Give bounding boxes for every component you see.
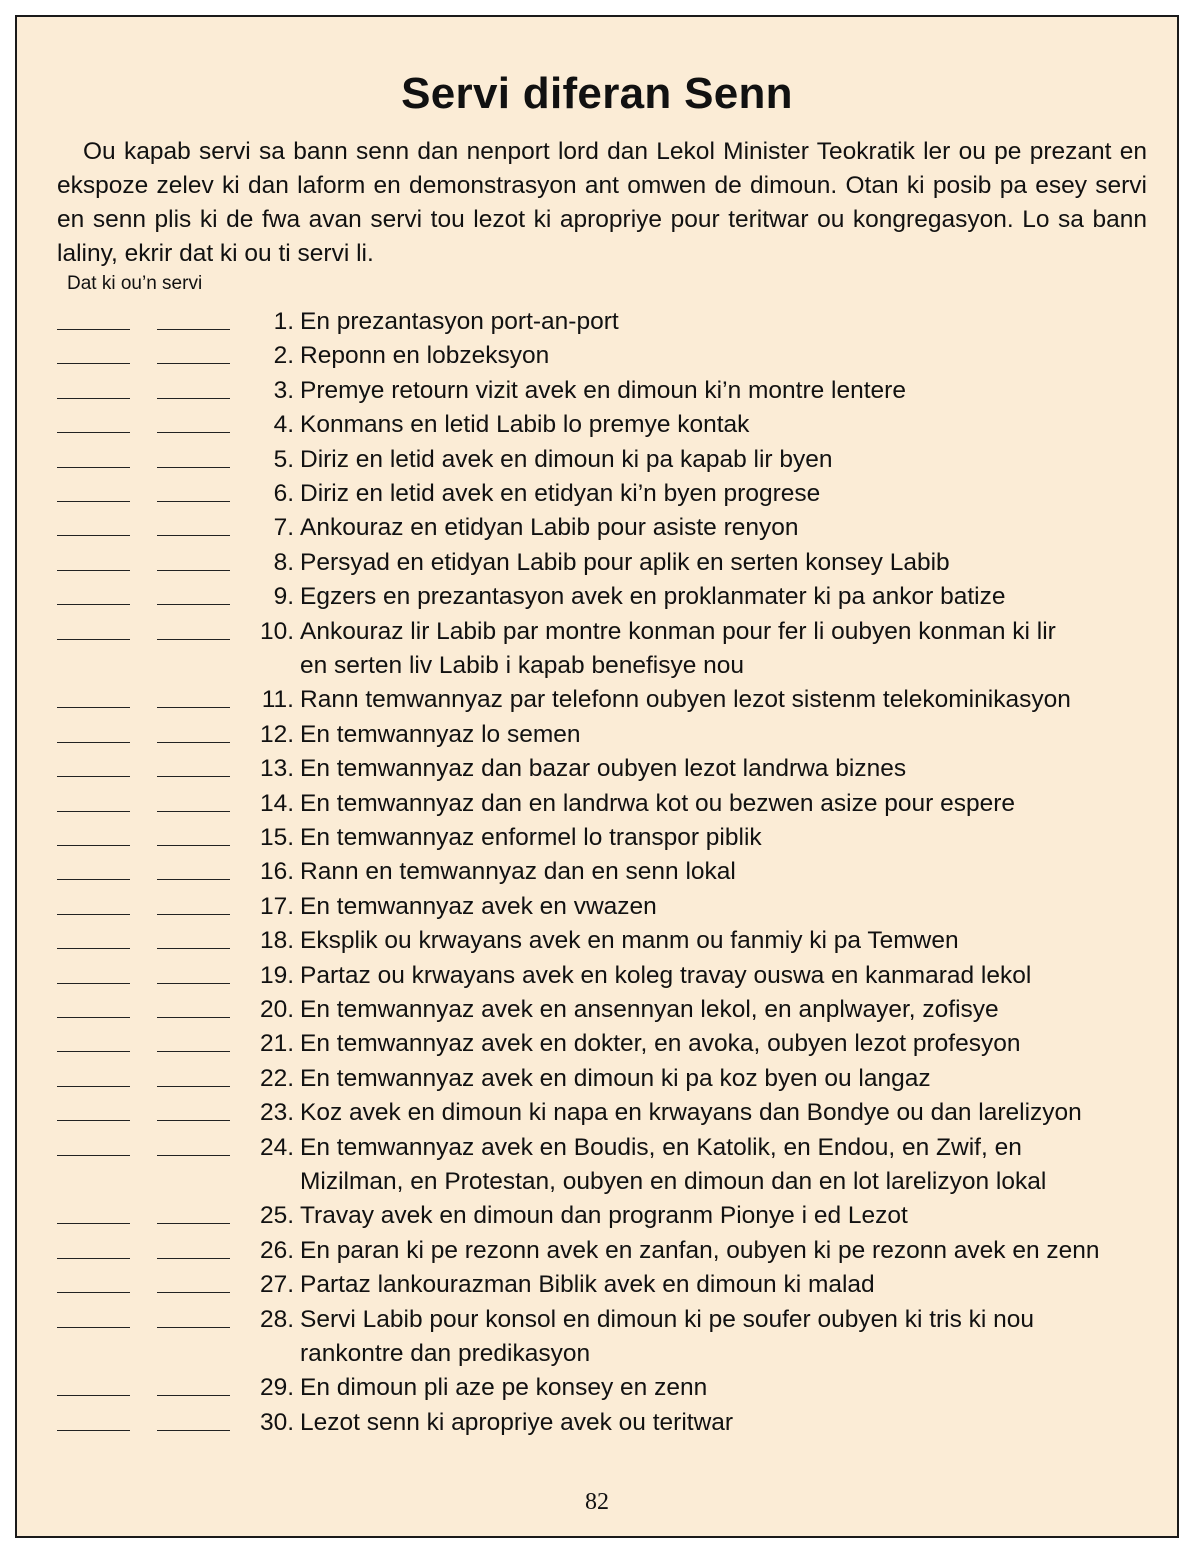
item-number: 19. — [259, 961, 294, 989]
item-number: 24. — [259, 1133, 294, 1161]
item-text — [300, 855, 1140, 889]
item-text — [300, 1062, 1140, 1096]
item-text — [300, 752, 1140, 786]
item-text — [300, 1131, 1140, 1199]
item-text-line: Egzers en prezantasyon avek en proklanmater ki pa ankor batize — [300, 583, 1006, 611]
date-blank-2[interactable] — [157, 845, 230, 846]
date-blank-1[interactable] — [57, 432, 130, 433]
date-blank-1[interactable] — [57, 329, 130, 330]
item-number: 10. — [259, 617, 294, 645]
item-text — [300, 443, 1140, 477]
date-blank-1[interactable] — [57, 1395, 130, 1396]
item-text-line: Eksplik ou krwayans avek en manm ou fanmiy ki pa Temwen — [300, 927, 959, 955]
item-number: 8. — [273, 548, 294, 576]
item-text — [300, 683, 1140, 717]
item-text — [300, 546, 1140, 580]
item-number: 23. — [259, 1099, 294, 1127]
date-blank-2[interactable] — [157, 1327, 230, 1328]
item-text-line: Partaz lankourazman Biblik avek en dimoun ki malad — [300, 1271, 875, 1299]
item-text-line: En temwannyaz avek en dokter, en avoka, oubyen lezot profesyon — [300, 1030, 1021, 1058]
item-number: 5. — [273, 445, 294, 473]
date-blank-2[interactable] — [157, 811, 230, 812]
item-number: 29. — [259, 1374, 294, 1402]
date-column-header: Dat ki ou’n servi — [67, 273, 203, 294]
item-text-line: En temwannyaz dan en landrwa kot ou bezwen asize pour espere — [300, 789, 1016, 817]
item-number: 18. — [259, 927, 294, 955]
date-blank-1[interactable] — [57, 1155, 130, 1156]
item-text — [300, 305, 1140, 339]
item-text — [300, 1303, 1140, 1371]
date-blank-1[interactable] — [57, 1120, 130, 1121]
date-blank-1[interactable] — [57, 1292, 130, 1293]
item-number: 22. — [259, 1064, 294, 1092]
item-text-line: rankontre dan predikasyon — [300, 1339, 591, 1367]
item-number: 3. — [273, 376, 294, 404]
item-text — [300, 477, 1140, 511]
item-number: 15. — [259, 824, 294, 851]
intro-paragraph: Ou kapab servi sa bann senn dan nenport lord dan Lekol Minister Teokratik ler ou pe prezant en ekspoze zelev ki dan laform en demonstrasyon ant omwen de dimoun. Otan ki posib pa esey servi en senn plis ki de fwa avan servi tou lezot ki apropriye pour teritwar ou kongregasyon. Lo sa bann laliny, ekrir dat ki ou ti servi li. — [57, 138, 1147, 267]
date-blank-2[interactable] — [157, 398, 230, 399]
item-number: 30. — [259, 1408, 294, 1436]
date-blank-2[interactable] — [157, 1017, 230, 1018]
date-blank-2[interactable] — [157, 983, 230, 984]
page-number: 82 — [585, 1489, 609, 1515]
item-text — [300, 408, 1140, 442]
item-text-line: En dimoun pli aze pe konsey en zenn — [300, 1374, 708, 1402]
date-blank-2[interactable] — [157, 1120, 230, 1121]
date-blank-1[interactable] — [57, 707, 130, 708]
item-text-line: Partaz ou krwayans avek en koleg travay ouswa en kanmarad lekol — [300, 961, 1032, 989]
date-blank-1[interactable] — [57, 983, 130, 984]
date-blank-2[interactable] — [157, 1292, 230, 1293]
item-text-line: En paran ki pe rezonn avek en zanfan, oubyen ki pe rezonn avek en zenn — [300, 1236, 1100, 1264]
item-number: 6. — [273, 480, 294, 507]
item-number: 11. — [261, 686, 294, 714]
item-text — [300, 718, 1140, 752]
item-text-line: Diriz en letid avek en dimoun ki pa kapab lir byen — [300, 445, 833, 473]
item-text-line: En temwannyaz avek en ansennyan lekol, en anplwayer, zofisye — [300, 996, 999, 1023]
item-text-line: Travay avek en dimoun dan progranm Pionye i ed Lezot — [300, 1202, 908, 1230]
item-number: 16. — [259, 858, 294, 886]
date-blank-1[interactable] — [57, 1086, 130, 1087]
item-text-line: Rann temwannyaz par telefonn oubyen lezot sistenm telekominikasyon — [300, 686, 1071, 714]
item-number: 17. — [259, 892, 294, 920]
item-text-line: Reponn en lobzeksyon — [300, 342, 550, 370]
item-text-line: Koz avek en dimoun ki napa en krwayans dan Bondye ou dan larelizyon — [300, 1099, 1082, 1127]
item-text-line: Diriz en letid avek en etidyan ki’n byen progrese — [300, 480, 821, 507]
item-number: 7. — [273, 514, 294, 542]
date-blank-2[interactable] — [157, 1395, 230, 1396]
date-blank-1[interactable] — [57, 1051, 130, 1052]
item-text — [300, 924, 1140, 958]
item-text-line: Lezot senn ki apropriye avek ou teritwar — [300, 1408, 734, 1436]
date-blank-1[interactable] — [57, 1430, 130, 1431]
item-text — [300, 1199, 1140, 1233]
item-number: 28. — [259, 1305, 294, 1333]
item-number: 14. — [259, 789, 294, 817]
item-text-line: Ankouraz en etidyan Labib pour asiste renyon — [300, 514, 799, 542]
date-blank-1[interactable] — [57, 639, 130, 640]
item-text — [300, 615, 1140, 683]
item-text — [300, 511, 1140, 545]
date-blank-1[interactable] — [57, 845, 130, 846]
date-blank-2[interactable] — [157, 948, 230, 949]
item-text — [300, 1096, 1140, 1130]
item-text — [300, 374, 1140, 408]
date-blank-1[interactable] — [57, 1327, 130, 1328]
date-blank-1[interactable] — [57, 570, 130, 571]
date-blank-2[interactable] — [157, 639, 230, 640]
date-blank-2[interactable] — [157, 914, 230, 915]
date-blank-1[interactable] — [57, 879, 130, 880]
item-text-line: En temwannyaz dan bazar oubyen lezot landrwa biznes — [300, 755, 907, 783]
item-number: 12. — [259, 720, 294, 748]
item-text-line: En temwannyaz enformel lo transpor piblik — [300, 824, 762, 851]
date-blank-1[interactable] — [57, 604, 130, 605]
item-text — [300, 959, 1140, 993]
item-text-line: en serten liv Labib i kapab benefisye nou — [300, 651, 745, 679]
date-blank-2[interactable] — [157, 742, 230, 743]
date-blank-2[interactable] — [157, 604, 230, 605]
item-text-line: En temwannyaz lo semen — [300, 720, 581, 748]
item-text — [300, 787, 1140, 821]
item-text — [300, 339, 1140, 373]
date-blank-1[interactable] — [57, 914, 130, 915]
date-blank-2[interactable] — [157, 432, 230, 433]
date-blank-2[interactable] — [157, 1051, 230, 1052]
item-text-line: En temwannyaz avek en Boudis, en Katolik, en Endou, en Zwif, en — [300, 1133, 1022, 1161]
date-blank-1[interactable] — [57, 1258, 130, 1259]
item-text — [300, 1268, 1140, 1302]
date-blank-2[interactable] — [157, 535, 230, 536]
date-blank-1[interactable] — [57, 776, 130, 777]
date-blank-1[interactable] — [57, 1223, 130, 1224]
item-number: 21. — [259, 1030, 294, 1058]
date-blank-2[interactable] — [157, 1086, 230, 1087]
date-blank-2[interactable] — [157, 363, 230, 364]
date-blank-1[interactable] — [57, 398, 130, 399]
item-text — [300, 1027, 1140, 1061]
date-blank-2[interactable] — [157, 879, 230, 880]
item-number: 26. — [259, 1236, 294, 1264]
item-number: 13. — [259, 755, 294, 783]
date-blank-2[interactable] — [157, 1430, 230, 1431]
date-blank-1[interactable] — [57, 363, 130, 364]
item-text-line: En prezantasyon port-an-port — [300, 308, 619, 335]
date-blank-1[interactable] — [57, 742, 130, 743]
item-number: 9. — [273, 583, 294, 611]
item-text — [300, 890, 1140, 924]
item-text-line: Ankouraz lir Labib par montre konman pour fer li oubyen konman ki lir — [300, 617, 1056, 645]
date-blank-1[interactable] — [57, 1017, 130, 1018]
date-blank-2[interactable] — [157, 776, 230, 777]
date-blank-1[interactable] — [57, 948, 130, 949]
item-text — [300, 580, 1140, 614]
item-text-line: Premye retourn vizit avek en dimoun ki’n montre lentere — [300, 376, 906, 404]
item-number: 25. — [259, 1202, 294, 1230]
item-text-line: Rann en temwannyaz dan en senn lokal — [300, 858, 736, 886]
item-number: 2. — [273, 342, 294, 370]
item-number: 20. — [259, 996, 294, 1023]
item-text-line: Konmans en letid Labib lo premye kontak — [300, 411, 750, 439]
item-text-line: Persyad en etidyan Labib pour aplik en serten konsey Labib — [300, 548, 950, 576]
date-blank-1[interactable] — [57, 501, 130, 502]
item-text — [300, 821, 1140, 855]
page-title: Servi diferan Senn — [401, 69, 793, 118]
item-text — [300, 1371, 1140, 1405]
date-blank-1[interactable] — [57, 811, 130, 812]
date-blank-2[interactable] — [157, 1155, 230, 1156]
item-text — [300, 993, 1140, 1027]
date-blank-2[interactable] — [157, 1223, 230, 1224]
date-blank-2[interactable] — [157, 467, 230, 468]
date-blank-2[interactable] — [157, 1258, 230, 1259]
date-blank-2[interactable] — [157, 501, 230, 502]
date-blank-2[interactable] — [157, 329, 230, 330]
date-blank-2[interactable] — [157, 570, 230, 571]
item-number: 1. — [273, 308, 294, 335]
date-blank-1[interactable] — [57, 535, 130, 536]
item-number: 4. — [273, 411, 294, 439]
item-text — [300, 1234, 1140, 1268]
item-text-line: En temwannyaz avek en vwazen — [300, 892, 657, 920]
item-text-line: En temwannyaz avek en dimoun ki pa koz byen ou langaz — [300, 1064, 931, 1092]
item-number: 27. — [259, 1271, 294, 1299]
page-frame — [15, 15, 1179, 1538]
item-text-line: Mizilman, en Protestan, oubyen en dimoun dan en lot larelizyon lokal — [300, 1167, 1047, 1195]
item-text-line: Servi Labib pour konsol en dimoun ki pe soufer oubyen ki tris ki nou — [300, 1305, 1035, 1333]
date-blank-1[interactable] — [57, 467, 130, 468]
date-blank-2[interactable] — [157, 707, 230, 708]
item-text — [300, 1406, 1140, 1440]
